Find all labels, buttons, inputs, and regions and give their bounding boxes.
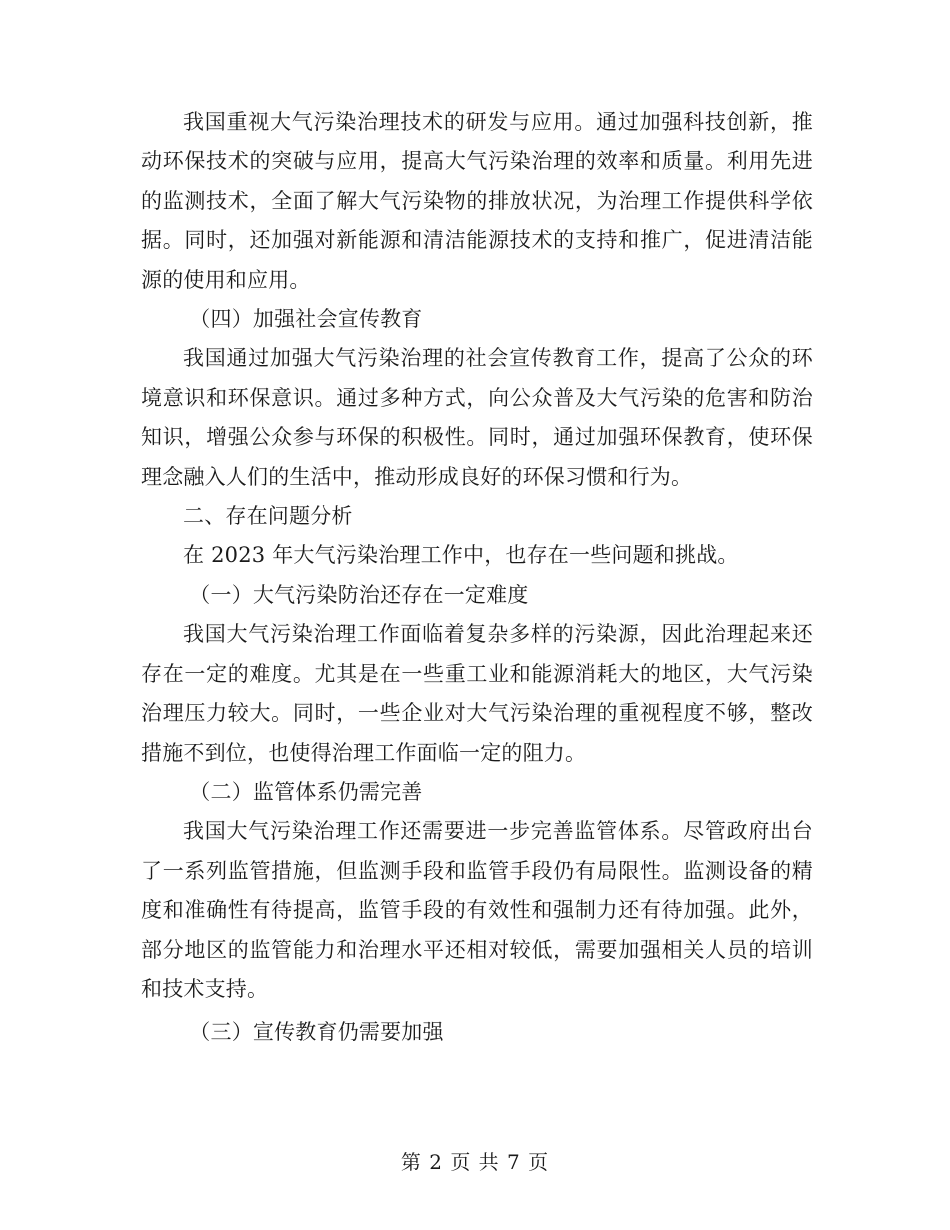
paragraph-supervision-system: 我国大气污染治理工作还需要进一步完善监管体系。尽管政府出台了一系列监管措施，但监测手段和监管手段仍有局限性。监测设备的精度和准确性有待提高，监管手段的有效性和强制力还有待加强。此外，部分地区的监管能力和治理水平还相对较低，需要加强相关人员的培训和技术支持。 — [141, 819, 813, 1001]
page-footer: 第 2 页 共 7 页 — [400, 1150, 550, 1174]
paragraph-prevention-difficulty: 我国大气污染治理工作面临着复杂多样的污染源，因此治理起来还存在一定的难度。尤其是在一些重工业和能源消耗大的地区，大气污染治理压力较大。同时，一些企业对大气污染治理的重视程度不够，整改措施不到位，也使得治理工作面临一定的阻力。 — [141, 622, 813, 765]
subheading-publicity-education: （四）加强社会宣传教育 — [189, 307, 423, 332]
section-heading-problems: 二、存在问题分析 — [183, 504, 353, 529]
subheading-publicity-strengthen: （三）宣传教育仍需要加强 — [189, 1020, 444, 1045]
paragraph-publicity-education: 我国通过加强大气污染治理的社会宣传教育工作，提高了公众的环境意识和环保意识。通过多种方式，向公众普及大气污染的危害和防治知识，增强公众参与环保的积极性。同时，通过加强环保教育，使环保理念融入人们的生活中，推动形成良好的环保习惯和行为。 — [141, 346, 813, 489]
paragraph-tech-rd: 我国重视大气污染治理技术的研发与应用。通过加强科技创新，推动环保技术的突破与应用，提高大气污染治理的效率和质量。利用先进的监测技术，全面了解大气污染物的排放状况，为治理工作提供科学依据。同时，还加强对新能源和清洁能源技术的支持和推广，促进清洁能源的使用和应用。 — [141, 110, 813, 292]
subheading-prevention-difficulty: （一）大气污染防治还存在一定难度 — [189, 582, 529, 607]
document-body — [141, 103, 813, 1053]
paragraph-problems-intro: 在 2023 年大气污染治理工作中，也存在一些问题和挑战。 — [183, 543, 739, 568]
subheading-supervision-system: （二）监管体系仍需完善 — [189, 779, 423, 804]
